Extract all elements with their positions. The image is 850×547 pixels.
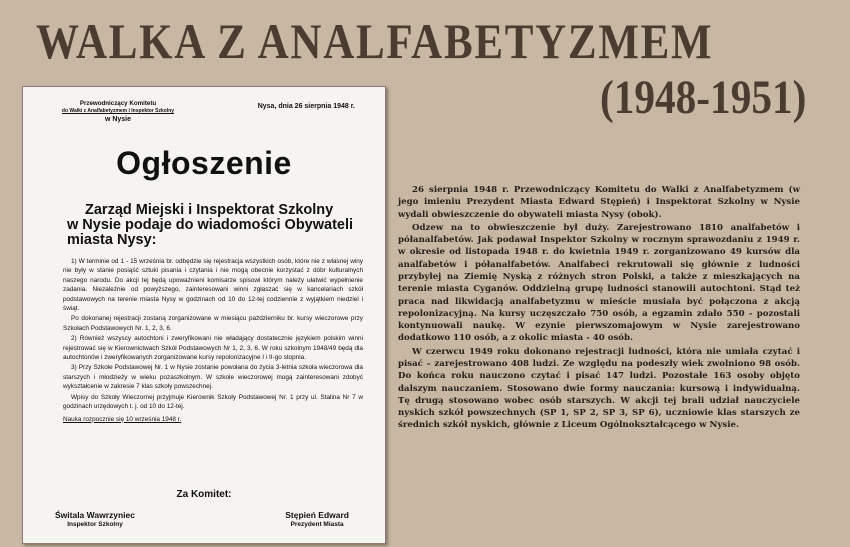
poster-paragraph: Wpisy do Szkoły Wieczornej przyjmuje Kierownik Szkoły Podstawowej Nr. 1 przy ul. Stalina Nr 7 w godzinach urzędowych t. j. od 10 do 12-tej.	[63, 393, 363, 411]
poster-paragraph: Po dokonanej rejestracji zostaną zorganizowane w miesiącu październiku br. kursy wieczorowe przy Szkołach Podstawowych Nr. 1, 2, 3, 6.	[63, 315, 363, 332]
poster-date: Nysa, dnia 26 sierpnia 1948 r.	[257, 103, 355, 110]
article-paragraph: Odzew na to obwieszczenie był duży. Zarejestrowano 1810 analfabetów i półanalfabetów. Jak podawał Inspektor Szkolny w rocznym sprawozdaniu z 1949 r. w okresie od listopada 1948 r. do kwietnia 1949 r. zorganizowano 49 kursów dla analfabetów i półanalfabetów. Analfabeci rekrutowali się głównie z ludności przybyłej na Ziemię Nyską z różnych stron Polski, a także z mieszkających na terenie miasta Cyganów. Oddzielną grupę ludności stanowili autochtoni. Stąd też praca nad likwidacją analfabetyzmu w mieście musiała być połączona z akcją repolonizacyjną. Na kursy uczęszczało 750 osób, a egzamin zdało 550 - pozostali kontynuowali naukę. W ezynie pierwszomajowym w Nysie zarejestrowano dodatkowo 110 osób, a z okolic miasta - 40 osób.	[398, 222, 800, 344]
signer-name: Stępień Edward	[285, 510, 349, 520]
signer-role: Inspektor Szkolny	[67, 521, 123, 529]
poster-paragraph: 1) W terminie od 1 - 15 września br. odbędzie się rejestracja wszystkich osób, które nie z własnej winy nie były w stanie posiąść sztuki pisania i czytania i nie mogą obecnie korzystać z dóbr kulturalnych naszego narodu. Do akcji tej będą upoważnieni komisarze spisowi którym należy ułatwić wypełnienie zadania. Niezależnie od powyższego, zainteresowani winni zgłaszać się w kancelariach szkół podstawowych na terenie miasta Nysy w godzinach od 10 do 12-tej codziennie z wyjątkiem niedziel i świąt.	[63, 258, 363, 313]
poster-paragraph: 2) Również wszyscy autochtoni i zweryfikowani nie władający dostatecznie językiem polskim winni rejestrować się w Kierownictwach Szkół Podstawowych Nr 1, 2, 3, 6. W roku szkolnym 1948/49 będą dla autochtonów i zweryfikowanych zorganizowane kursy repolonizacyjne I i II-go stopnia.	[63, 335, 363, 362]
poster-subheading	[67, 203, 377, 249]
poster-subheading-line-1: Zarząd Miejski i Inspektorat Szkolny	[85, 202, 334, 218]
page-title: WALKA Z ANALFABETYZMEM	[36, 13, 714, 69]
poster-subheading-line-2: w Nysie podaje do wiadomości Obywateli miasta Nysy:	[67, 217, 354, 249]
poster-start-note: Nauka rozpocznie się 10 września 1948 r.	[63, 415, 182, 423]
page-years: (1948-1951)	[600, 71, 807, 124]
poster-issuer-line: do Walki z Analfabetyzmem i Inspektor Szkolny	[61, 108, 175, 115]
poster-headline: Ogłoszenie	[116, 145, 292, 181]
signature-left	[55, 510, 135, 529]
poster-issuer	[53, 100, 183, 125]
article-text	[398, 184, 800, 433]
signer-name: Świtala Wawrzyniec	[55, 510, 135, 520]
announcement-poster	[22, 86, 386, 544]
poster-issuer-line: w Nysie	[104, 116, 132, 124]
article-paragraph: W czerwcu 1949 roku dokonano rejestracji ludności, która nie umiała czytać i pisać – zarejestrowano 408 ludzi. Ze względu na podeszły wiek zwolniono 98 osób. Do końca roku nauczono czytać i pisać 147 ludzi. Pozostałe 163 osoby objęto dalszym nauczaniem. Stosowano dwie formy nauczania: kursową i indywidualną. Tę drugą stosowano wobec osób starszych. W akcji tej brali udział nauczyciele nyskich szkół powszechnych (SP 1, SP 2, SP 3, SP 6), uczniowie klas starszych ze średnich szkół nyskich, głównie z Liceum Ogólnokształcącego w Nysie.	[398, 346, 800, 431]
article-paragraph: 26 sierpnia 1948 r. Przewodniczący Komitetu do Walki z Analfabetyzmem (w jego imieniu Prezydent Miasta Edward Stępień) i Inspektorat Szkolny w Nysie wydali obwieszczenie do obywateli miasta Nysy (obok).	[398, 185, 800, 220]
signer-role: Prezydent Miasta	[290, 521, 344, 529]
signature-right	[285, 510, 349, 529]
poster-paragraph: 3) Przy Szkole Podstawowej Nr. 1 w Nysie zostanie powołana do życia 3-letnia szkoła wieczorowa dla starszych i młodzieży w wieku pozaszkolnym. W szkole wieczorowej mogą zainteresowani zdobyć wykształcenie w zakresie 7 klas szkoły powszechnej.	[63, 364, 363, 391]
poster-body	[63, 257, 363, 425]
poster-issuer-line: Przewodniczący Komitetu	[79, 100, 157, 107]
poster-committee-label: Za Komitet:	[176, 489, 232, 500]
